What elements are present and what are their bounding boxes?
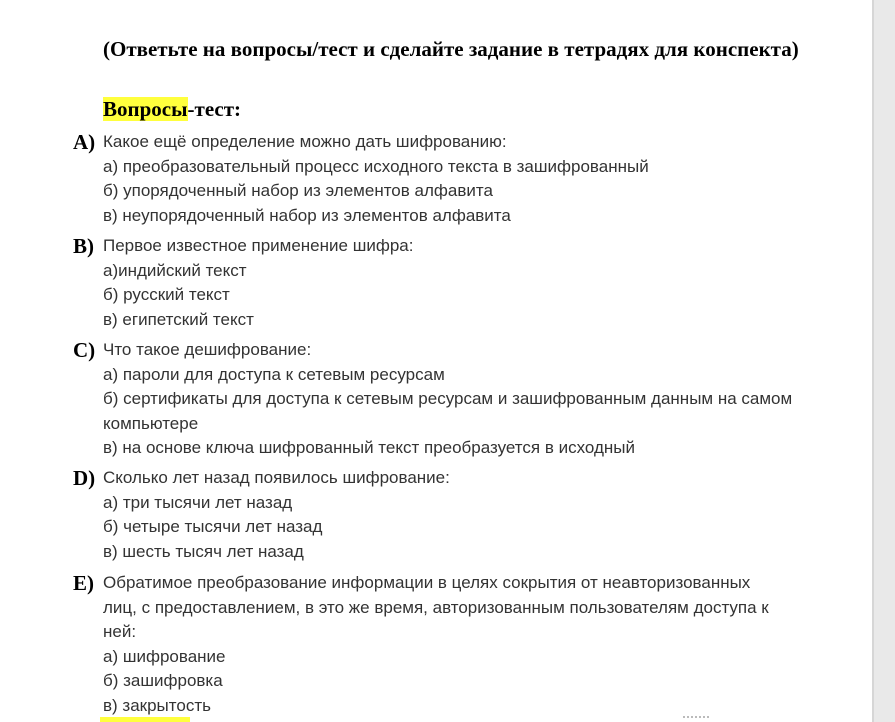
answer-option: а) пароли для доступа к сетевым ресурсам: [103, 364, 445, 384]
viewer-gutter: [872, 0, 895, 722]
answer-option: а)индийский текст: [103, 260, 247, 280]
section-title-highlight: Вопросы: [103, 97, 188, 121]
question-body: [103, 338, 793, 461]
answer-option: в) неупорядоченный набор из элементов алфавита: [103, 205, 511, 225]
question-body: [103, 571, 783, 718]
question-body: [103, 130, 803, 228]
question-letter: C): [73, 338, 96, 362]
answer-option: б) русский текст: [103, 285, 230, 304]
answer-option: в) на основе ключа шифрованный текст преобразуется в исходный: [103, 438, 635, 457]
answer-option: б) четыре тысячи лет назад: [103, 517, 323, 536]
cut-off-highlight: [100, 717, 190, 722]
page-edge: [872, 0, 874, 722]
question-text: Первое известное применение шифра:: [103, 236, 414, 255]
question-text: Обратимое преобразование информации в целях сокрытия от неавторизованных лиц, с предоставлением, в это же время, авторизованным пользователям доступа к ней:: [103, 573, 769, 641]
answer-option: а) шифрование: [103, 646, 226, 666]
cut-off-mark: [683, 716, 709, 722]
answer-option: в) закрытость: [103, 695, 211, 715]
section-title-rest: -тест:: [187, 97, 242, 121]
question-body: [103, 466, 803, 564]
question-text: Какое ещё определение можно дать шифрованию:: [103, 132, 507, 151]
question-text: Что такое дешифрование:: [103, 340, 312, 359]
section-title: [103, 95, 241, 124]
question-body: [103, 234, 803, 332]
question-letter: E): [73, 571, 94, 595]
answer-option: б) зашифровка: [103, 671, 223, 690]
question-letter: D): [73, 466, 96, 490]
answer-option: а) три тысячи лет назад: [103, 492, 293, 512]
answer-option: в) египетский текст: [103, 309, 254, 329]
question-letter: A): [73, 130, 96, 154]
answer-option: б) сертификаты для доступа к сетевым ресурсам и зашифрованным данным на самом компьютере: [103, 389, 793, 433]
question-letter: B): [73, 234, 94, 258]
answer-option: б) упорядоченный набор из элементов алфавита: [103, 181, 493, 200]
answer-option: а) преобразовательный процесс исходного текста в зашифрованный: [103, 156, 649, 176]
instruction-text: (Ответьте на вопросы/тест и сделайте задание в тетрадях для конспекта): [103, 37, 799, 61]
answer-option: в) шесть тысяч лет назад: [103, 541, 304, 561]
question-text: Сколько лет назад появилось шифрование:: [103, 468, 450, 487]
